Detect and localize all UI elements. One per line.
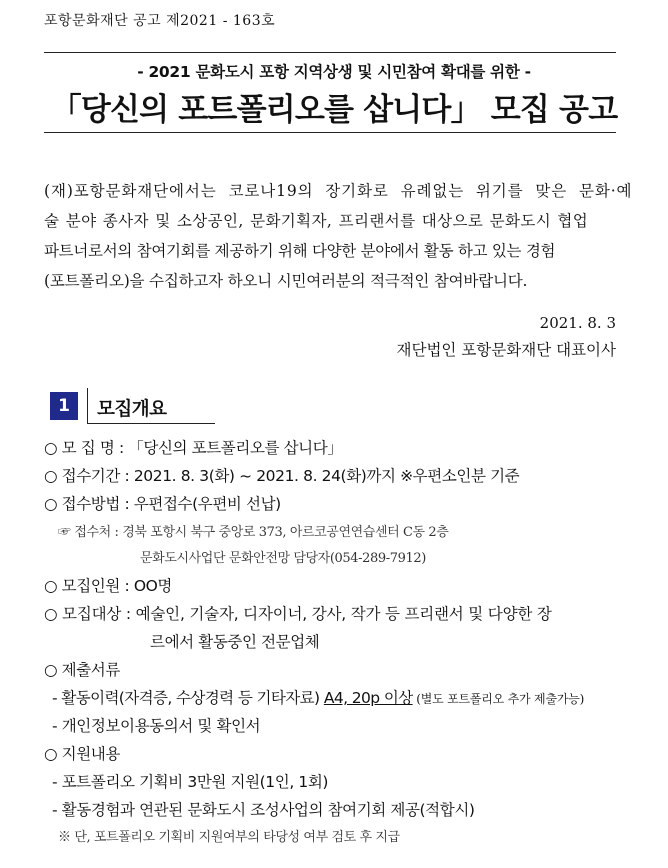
intro-paragraph [44, 176, 633, 296]
item-footnote: ※ 단, 포트폴리오 기획비 지원여부의 타당성 여부 검토 후 지급 [58, 830, 400, 845]
issuer-name: 재단법인 포항문화재단 대표이사 [396, 341, 616, 359]
item-support-heading: ○ 지원내용 [44, 745, 120, 763]
item-target: ○ 모집대상 : 예술인, 기술자, 디자이너, 강사, 작가 등 프리랜서 및 다양한 장 [44, 605, 552, 623]
notice-date: 2021. 8. 3 [539, 314, 616, 332]
section-title-divider [87, 388, 88, 424]
documents-1-note: (별도 포트폴리오 추가 제출가능) [412, 692, 585, 706]
notice-number: 포항문화재단 공고 제2021 - 163호 [44, 13, 276, 29]
item-support-1: - 포트폴리오 기획비 3만원 지원(1인, 1회) [52, 773, 329, 791]
section-title: 모집개요 [97, 399, 167, 420]
intro-line: (재)포항문화재단에서는 코로나19의 장기화로 유례없는 위기를 맞은 문화·예 [44, 182, 633, 200]
documents-1-text: - 활동이력(자격증, 수상경력 등 기타자료) [52, 689, 324, 707]
item-application-method: ○ 접수방법 : 우편접수(우편비 선납) [44, 495, 281, 513]
intro-line: (포트폴리오)을 수집하고자 하오니 시민여러분의 적극적인 참여바랍니다. [44, 272, 528, 290]
notice-title: 「당신의 포트폴리오를 삽니다」 모집 공고 [50, 92, 618, 128]
item-target-continued: 르에서 활동중인 전문업체 [150, 633, 320, 651]
documents-1-requirement: A4, 20p 이상 [323, 689, 413, 707]
section-title-underline [87, 423, 215, 424]
item-project-name: ○ 모 집 명 : 「당신의 포트폴리오를 삽니다」 [44, 439, 343, 457]
intro-line: 술 분야 종사자 및 소상공인, 문화기획자, 프리랜서를 대상으로 문화도시 협업 [44, 212, 589, 230]
item-submission-contact: 문화도시사업단 문화안전망 담당자(054-289-7912) [140, 551, 426, 566]
intro-line: 파트너로서의 참여기회를 제공하기 위해 다양한 분야에서 활동 하고 있는 경험 [44, 242, 556, 260]
item-documents-1 [52, 686, 584, 708]
item-documents-2: - 개인정보이용동의서 및 확인서 [52, 717, 261, 735]
item-headcount: ○ 모집인원 : OO명 [44, 577, 172, 595]
item-application-period: ○ 접수기간 : 2021. 8. 3(화) ~ 2021. 8. 24(화)까지 ※우편소인분 기준 [44, 467, 520, 485]
item-submission-address: ☞ 접수처 : 경북 포항시 북구 중앙로 373, 아르코공연연습센터 C동 2층 [58, 525, 449, 540]
title-bottom-rule [44, 132, 616, 133]
section-number-badge: 1 [50, 392, 78, 420]
title-top-rule [44, 52, 616, 53]
notice-subtitle: - 2021 문화도시 포항 지역상생 및 시민참여 확대를 위한 - [137, 63, 531, 81]
item-support-2: - 활동경험과 연관된 문화도시 조성사업의 참여기회 제공(적합시) [52, 801, 475, 819]
item-documents-heading: ○ 제출서류 [44, 661, 120, 679]
